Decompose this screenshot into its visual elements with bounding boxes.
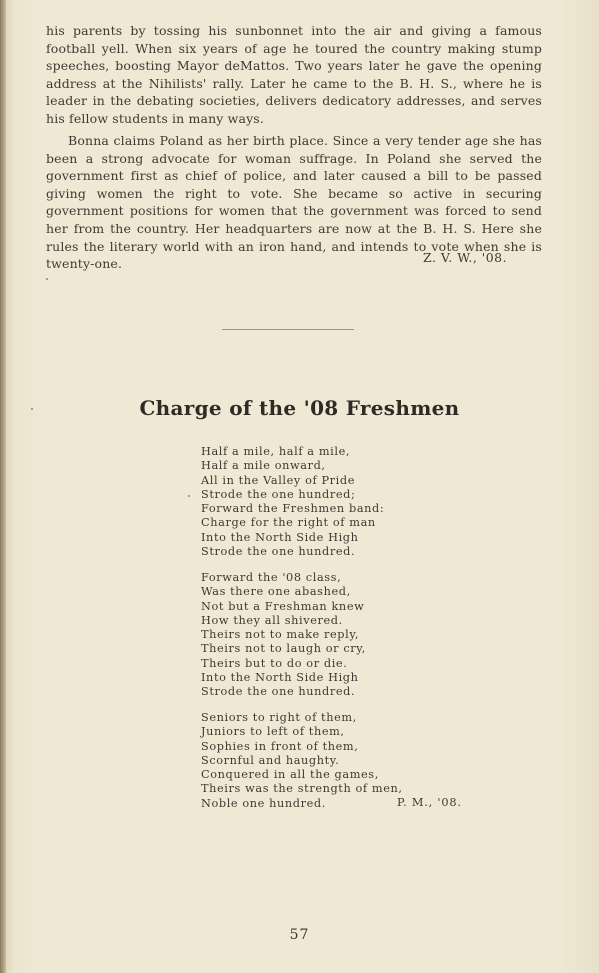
biography-paragraph-2: Bonna claims Poland as her birth place. Since a very tender age she has been a strong advocate for woman suffrage. In Poland she served the government first as chief of police, and later caused a bill to be passed giving women the right to vote. She became so active in securing government positions for women that the government was forced to send her from the country. Her headquarters are now at the B. H. S. Here she rules the literary world with an iron hand, and intends to vote when she is twenty-one.: [46, 133, 542, 272]
poem-line: Theirs not to laugh or cry,: [201, 642, 366, 656]
poem-line: Strode the one hundred;: [201, 487, 356, 501]
poem-line: How they all shivered.: [201, 613, 343, 627]
page-number: 57: [289, 927, 310, 943]
poem-line: Forward the '08 class,: [201, 571, 342, 584]
poem-line: Theirs was the strength of men,: [201, 782, 403, 796]
poem-line: Theirs but to do or die.: [201, 656, 348, 670]
poem-line: Strode the one hundred.: [201, 545, 356, 559]
poem-stanza-2: [201, 571, 366, 700]
paper-speck: [188, 495, 190, 497]
biography-signature: Z. V. W., '08.: [423, 250, 508, 265]
poem-line: Half a mile, half a mile,: [201, 445, 351, 458]
poem-line: Into the North Side High: [201, 671, 359, 685]
poem-stanza-1: [201, 445, 384, 559]
poem-line: Into the North Side High: [201, 530, 359, 544]
poem-line: Theirs not to make reply,: [201, 628, 360, 642]
biography-text: [46, 22, 542, 128]
poem-line: Not but a Freshman knew: [201, 599, 365, 613]
poem-line: Half a mile onward,: [201, 459, 326, 473]
poem-line: Strode the one hundred.: [201, 685, 356, 699]
poem-line: Charge for the right of man: [201, 516, 376, 530]
poem-line: Conquered in all the games,: [201, 768, 379, 782]
poem-line: All in the Valley of Pride: [201, 473, 355, 487]
poem-line: Seniors to right of them,: [201, 711, 357, 724]
poem-line: Forward the Freshmen band:: [201, 502, 385, 516]
poem-line: Noble one hundred.: [201, 796, 326, 810]
poem-line: Sophies in front of them,: [201, 739, 359, 753]
poem-line: Scornful and haughty.: [201, 753, 340, 767]
poem-line: Juniors to left of them,: [201, 725, 345, 739]
biography-paragraph-1: his parents by tossing his sunbonnet into the air and giving a famous football yell. When six years of age he toured the country making stump speeches, boosting Mayor deMattos. Two years later he gave the opening address at the Nihilists' rally. Later he came to the B. H. S., where he is leader in the debating societies, delivers dedicatory addresses, and serves his fellow students in many ways.: [46, 23, 542, 126]
poem-signature: P. M., '08.: [397, 796, 462, 809]
paper-speck: [31, 408, 33, 410]
section-divider: [222, 329, 354, 330]
poem-line: Was there one abashed,: [201, 585, 351, 599]
poem-title: Charge of the '08 Freshmen: [139, 396, 460, 420]
page-binding-edge: [0, 0, 6, 973]
paper-speck: [46, 278, 48, 280]
poem-stanza-3: [201, 711, 403, 811]
